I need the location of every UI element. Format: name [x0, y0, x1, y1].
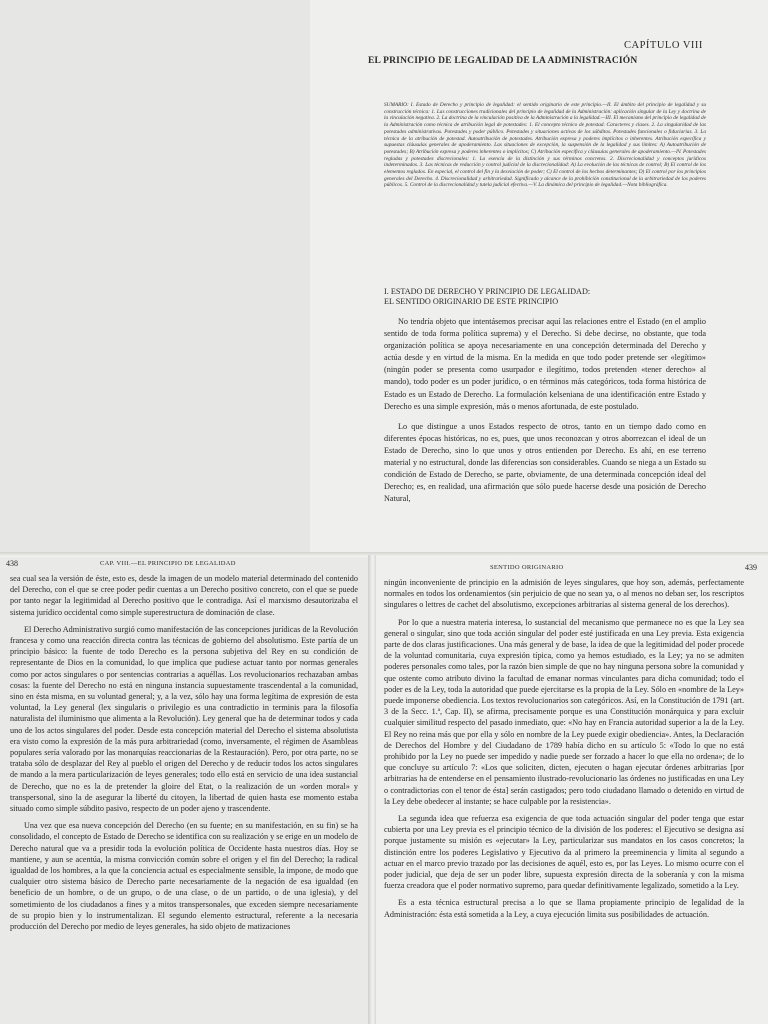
paragraph: Es a esta técnica estructural precisa a lo que se llama propiamente principio de legalidad de la Administración: ésta está sometida a la Ley, a cuya ejecución limita sus posibilidades de actuación.	[384, 898, 744, 919]
running-head-left-text: CAP. VIII.—EL PRINCIPIO DE LEGALIDAD	[100, 560, 236, 567]
paragraph: ningún inconveniente de principio en la admisión de leyes singulares, que hoy son, además, perfectamente normales en todos los ordenamientos (sin perjuicio de que no sean ya, o al menos no deban ser, los rescriptos singulares o lettres de cachet del absolutismo, excepciones arbitrarias al sistema general de los derechos).	[384, 578, 744, 610]
paragraph: La segunda idea que refuerza esa exigencia de que toda actuación singular del poder tenga que estar cubierta por una Ley previa es el principio técnico de la división de los poderes: el Ejecutivo se designa así porque justamente su misión es «ejecutar» la Ley, particularizar sus mandatos en los casos concretos; la distinción entre los poderes Legislativo y Ejecutivo da al primero la preeminencia y limita al segundo a actuar en el marco previo trazado por las decisiones de aquél, esto es, por las Leyes. Lo mismo ocurre con el poder judicial, que deja de ser un poder libre, supuesta expresión directa de la soberanía y con la misma fuerza creadora que el poder normativo supremo, para quedar definitivamente legalizado, sometido a la Ley.	[384, 814, 744, 891]
chapter-label: CAPÍTULO VIII	[624, 40, 703, 51]
paragraph: Una vez que esa nueva concepción del Derecho (en su fuente; en su manifestación, en su fin) se ha consolidado, el concepto de Estado de Derecho se identifica con su realización y se erige en un modelo de Derecho natural que va a presidir toda la evolución política de Occidente hasta nuestros días. Hoy se mantiene, y aun se acentúa, la misma convicción común sobre el origen y el fin del Derecho; la radical igualdad de los hombres, a la que la conciencia actual es especialmente sensible, la impone, de modo que cualquier otro sistema básico de Derecho parte necesariamente de la negación de esa igualdad (en beneficio de un hombre, o de un grupo, o de una clase, o de un partido, o de una iglesia), y del sometimiento de los ciudadanos a fines y a mitos transpersonales, que exceden siempre necesariamente de su propio bien y lo instrumentalizan. El segundo elemento estructural, referente a la necesaria producción del Derecho por medio de leyes generales, ha sido objeto de matizaciones	[10, 821, 358, 932]
page-number-left: 438	[6, 559, 18, 568]
page-fold-shadow	[0, 552, 768, 557]
paragraph: El Derecho Administrativo surgió como manifestación de las concepciones jurídicas de la Revolución francesa y como una reacción directa contra las técnicas de gobierno del absolutismo. Este partía de un principio básico: la fuente de todo Derecho es la persona subjetiva del Rey en su condición de representante de Dios en la comunidad, lo que implica que pudiese actuar tanto por normas generales como por actos singulares o por sentencias contrarias a aquéllas. Los revolucionarios rechazaban ambas cosas: la fuente del Derecho no está en ninguna instancia supuestamente trascendental a la comunidad, sino en ésta misma, en su voluntad general; y, a la vez, sólo hay una forma legítima de expresión de esta voluntad, la Ley general (lex singularis o privilegio es una contradictio in terminis para la filosofía naturalista del iluminismo que alimenta a la Revolución). Ley general que ha de determinar todos y cada uno de los actos singulares del poder. Desde esta concepción material del Derecho el sistema absolutista era visto como la expresión de la más pura arbitrariedad (como, inversamente, el régimen de Asambleas populares sería valorado por las monarquías reaccionarias de la Restauración). Pero, por otra parte, no se trataba sólo de desplazar del Rey al pueblo el origen del Derecho y de reducir todos los actos singulares de mando a la mera particularización de leyes generales; todo ello está en servicio de una idea sustancial de Derecho, que no es la de pretender la gloire del Etat, o la realización de un «orden moral» y transpersonal, sino la de asegurar la liberté du citoyen, la libertad de quien hasta ese momento estaba situado como simple súbdito pasivo, respecto de un poder ajeno y trascendente.	[10, 624, 358, 814]
left-page-body	[10, 573, 358, 938]
running-head-right-text: SENTIDO ORIGINARIO	[490, 564, 564, 571]
paragraph: No tendría objeto que intentásemos precisar aquí las relaciones entre el Estado (en el amplio sentido de toda forma política suprema) y el Derecho. Si debe decirse, no obstante, que toda organización política se apoya necesariamente en una concepción determinada del Derecho y actúa desde y en virtud de la misma. En la medida en que todo poder pretende ser «legítimo» (ningún poder se presenta como usurpador e ilegítimo, todos pretenden «tener derecho» al mando), todo poder es un poder jurídico, o en términos más categóricos, toda forma histórica de Estado es un Estado de Derecho. La formulación kelseniana de una identificación entre Estado y Derecho es una simple expresión, más o menos afortunada, de este postulado.	[384, 317, 706, 411]
chapter-summary: SUMARIO: I. Estado de Derecho y principio de legalidad: el sentido originario de este principio.—II. El ámbito del principio de legalidad y su construcción técnica: 1. Las construcciones tradicionales del principio de legalidad de la Administración: aplicación singular de la Ley y doctrina de la vinculación negativa. 2. La doctrina de la vinculación positiva de la Administración a la legalidad.—III. El mecanismo del principio de legalidad de la Administración como técnica de atribución legal de potestades: 1. El concepto técnico de potestad. Caracteres y clases. 2. La singularidad de las potestades administrativas. Potestades y poder público. Potestades y situaciones activas de los súbditos. Potestades funcionales o fiduciarias. 3. La técnica de la atribución de potestad. Autoatribución de potestades. Atribución expresa y poderes implícitos o inherentes. Atribución específica y supuestas cláusulas generales de apoderamiento. Las situaciones de excepción, la suspensión de la legalidad y sus límites: A) Autoatribución de potestades; B) Atribución expresa y poderes inherentes o implícitos; C) Atribución específica y cláusulas generales de apoderamiento.—IV. Potestades regladas y potestades discrecionales: 1. La esencia de la distinción y sus términos concretos. 2. Discrecionalidad y conceptos jurídicos indeterminados. 3. Las técnicas de reducción y control judicial de la discrecionalidad: A) La evolución de las técnicas de control; B) El control de los elementos reglados. En especial, el control del fin y la desviación de poder; C) El control de los hechos determinantes; D) El control por los principios generales del Derecho. 4. Discrecionalidad y arbitrariedad. Significado y alcance de la prohibición constitucional de la arbitrariedad de los poderes públicos. 5. Control de la discrecionalidad y tutela judicial efectiva.—V. La dinámica del principio de legalidad.—Nota bibliográfica.	[384, 102, 706, 189]
paragraph: sea cual sea la versión de éste, esto es, desde la imagen de un modelo material determinado del contenido del Derecho, con el que se cree poder pedir cuentas a un Derecho positivo concreto, con el que se puede por tanto negar la legitimidad al Derecho positivo que le contradiga. Así el marxismo desautorizaba el sistema jurídico occidental como simple superestructura de dominación de clase.	[10, 574, 358, 617]
section-heading	[384, 287, 706, 307]
chapter-title: EL PRINCIPIO DE LEGALIDAD DE LA ADMINISTRACIÓN	[368, 56, 638, 66]
paragraph: Lo que distingue a unos Estados respecto de otros, tanto en un tiempo dado como en diferentes épocas históricas, no es, pues, que unos reconozcan y otros aborrezcan el ideal de un Estado de Derecho, sino lo que unos y otros entienden por Derecho. Es ahí, en ese terreno material y no estructural, donde las diferencias son considerables. Cuando se niega a un Estado su condición de Estado de Derecho, se parte, obviamente, de una determinada concepción ideal del Derecho; es, en realidad, una afirmación que sólo puede hacerse desde una posición de Derecho Natural,	[384, 421, 706, 504]
top-page-body	[384, 316, 706, 513]
book-gutter	[368, 555, 376, 1024]
page-number-right: 439	[745, 563, 757, 572]
section-heading-line-1: I. ESTADO DE DERECHO Y PRINCIPIO DE LEGALIDAD:	[384, 287, 591, 296]
section-heading-line-2: EL SENTIDO ORIGINARIO DE ESTE PRINCIPIO	[384, 297, 559, 306]
paragraph: Por lo que a nuestra materia interesa, lo sustancial del mecanismo que permanece no es que la Ley sea general o singular, sino que toda acción singular del poder esté justificada en una Ley previa. Esta exigencia parte de dos claras justificaciones. Una más general y de base, la idea de que la legitimidad del poder procede de la voluntad comunitaria, cuya expresión típica, como ya hemos estudiado, es la Ley; ya no se admiten poderes personales como tales, por la razón bien simple de que no hay ninguna persona sobre la comunidad y que ostente como atributo divino la facultad de emanar normas vinculantes para dicha comunidad; todo el poder es de la Ley, toda la autoridad que puede ejercitarse es la propia de la Ley. Sólo en «nombre de la Ley» puede imponerse obediencia. Los textos revolucionarios son categóricos. Así, en la Constitución de 1791 (art. 3 de la Secc. 1.ª, Cap. II), se afirma, precisamente porque es una Constitución monárquica y para excluir cualquier similitud respecto del pasado inmediato, que: «No hay en Francia autoridad superior a la de la Ley. El Rey no reina más que por ella y sólo en nombre de la Ley puede exigir obediencia». Antes, la Declaración de Derechos del Hombre y del Ciudadano de 1789 había dicho en su artículo 5: «Todo lo que no está prohibido por la Ley no puede ser impedido y nadie puede ser forzado a hacer lo que ella no ordena»; de lo que concluye su artículo 7: «Los que soliciten, dicten, ejecuten o hagan ejecutar órdenes arbitrarias [por arbitrarias ha de entenderse en el pensamiento ilustrado-revolucionario las órdenes no justificadas en una Ley o contradictorias con el tenor de ésta] serán castigados; pero todo ciudadano llamado o detenido en virtud de la Ley debe obedecer al instante; se hace culpable por la resistencia».	[384, 617, 744, 806]
right-page-body	[384, 577, 744, 926]
